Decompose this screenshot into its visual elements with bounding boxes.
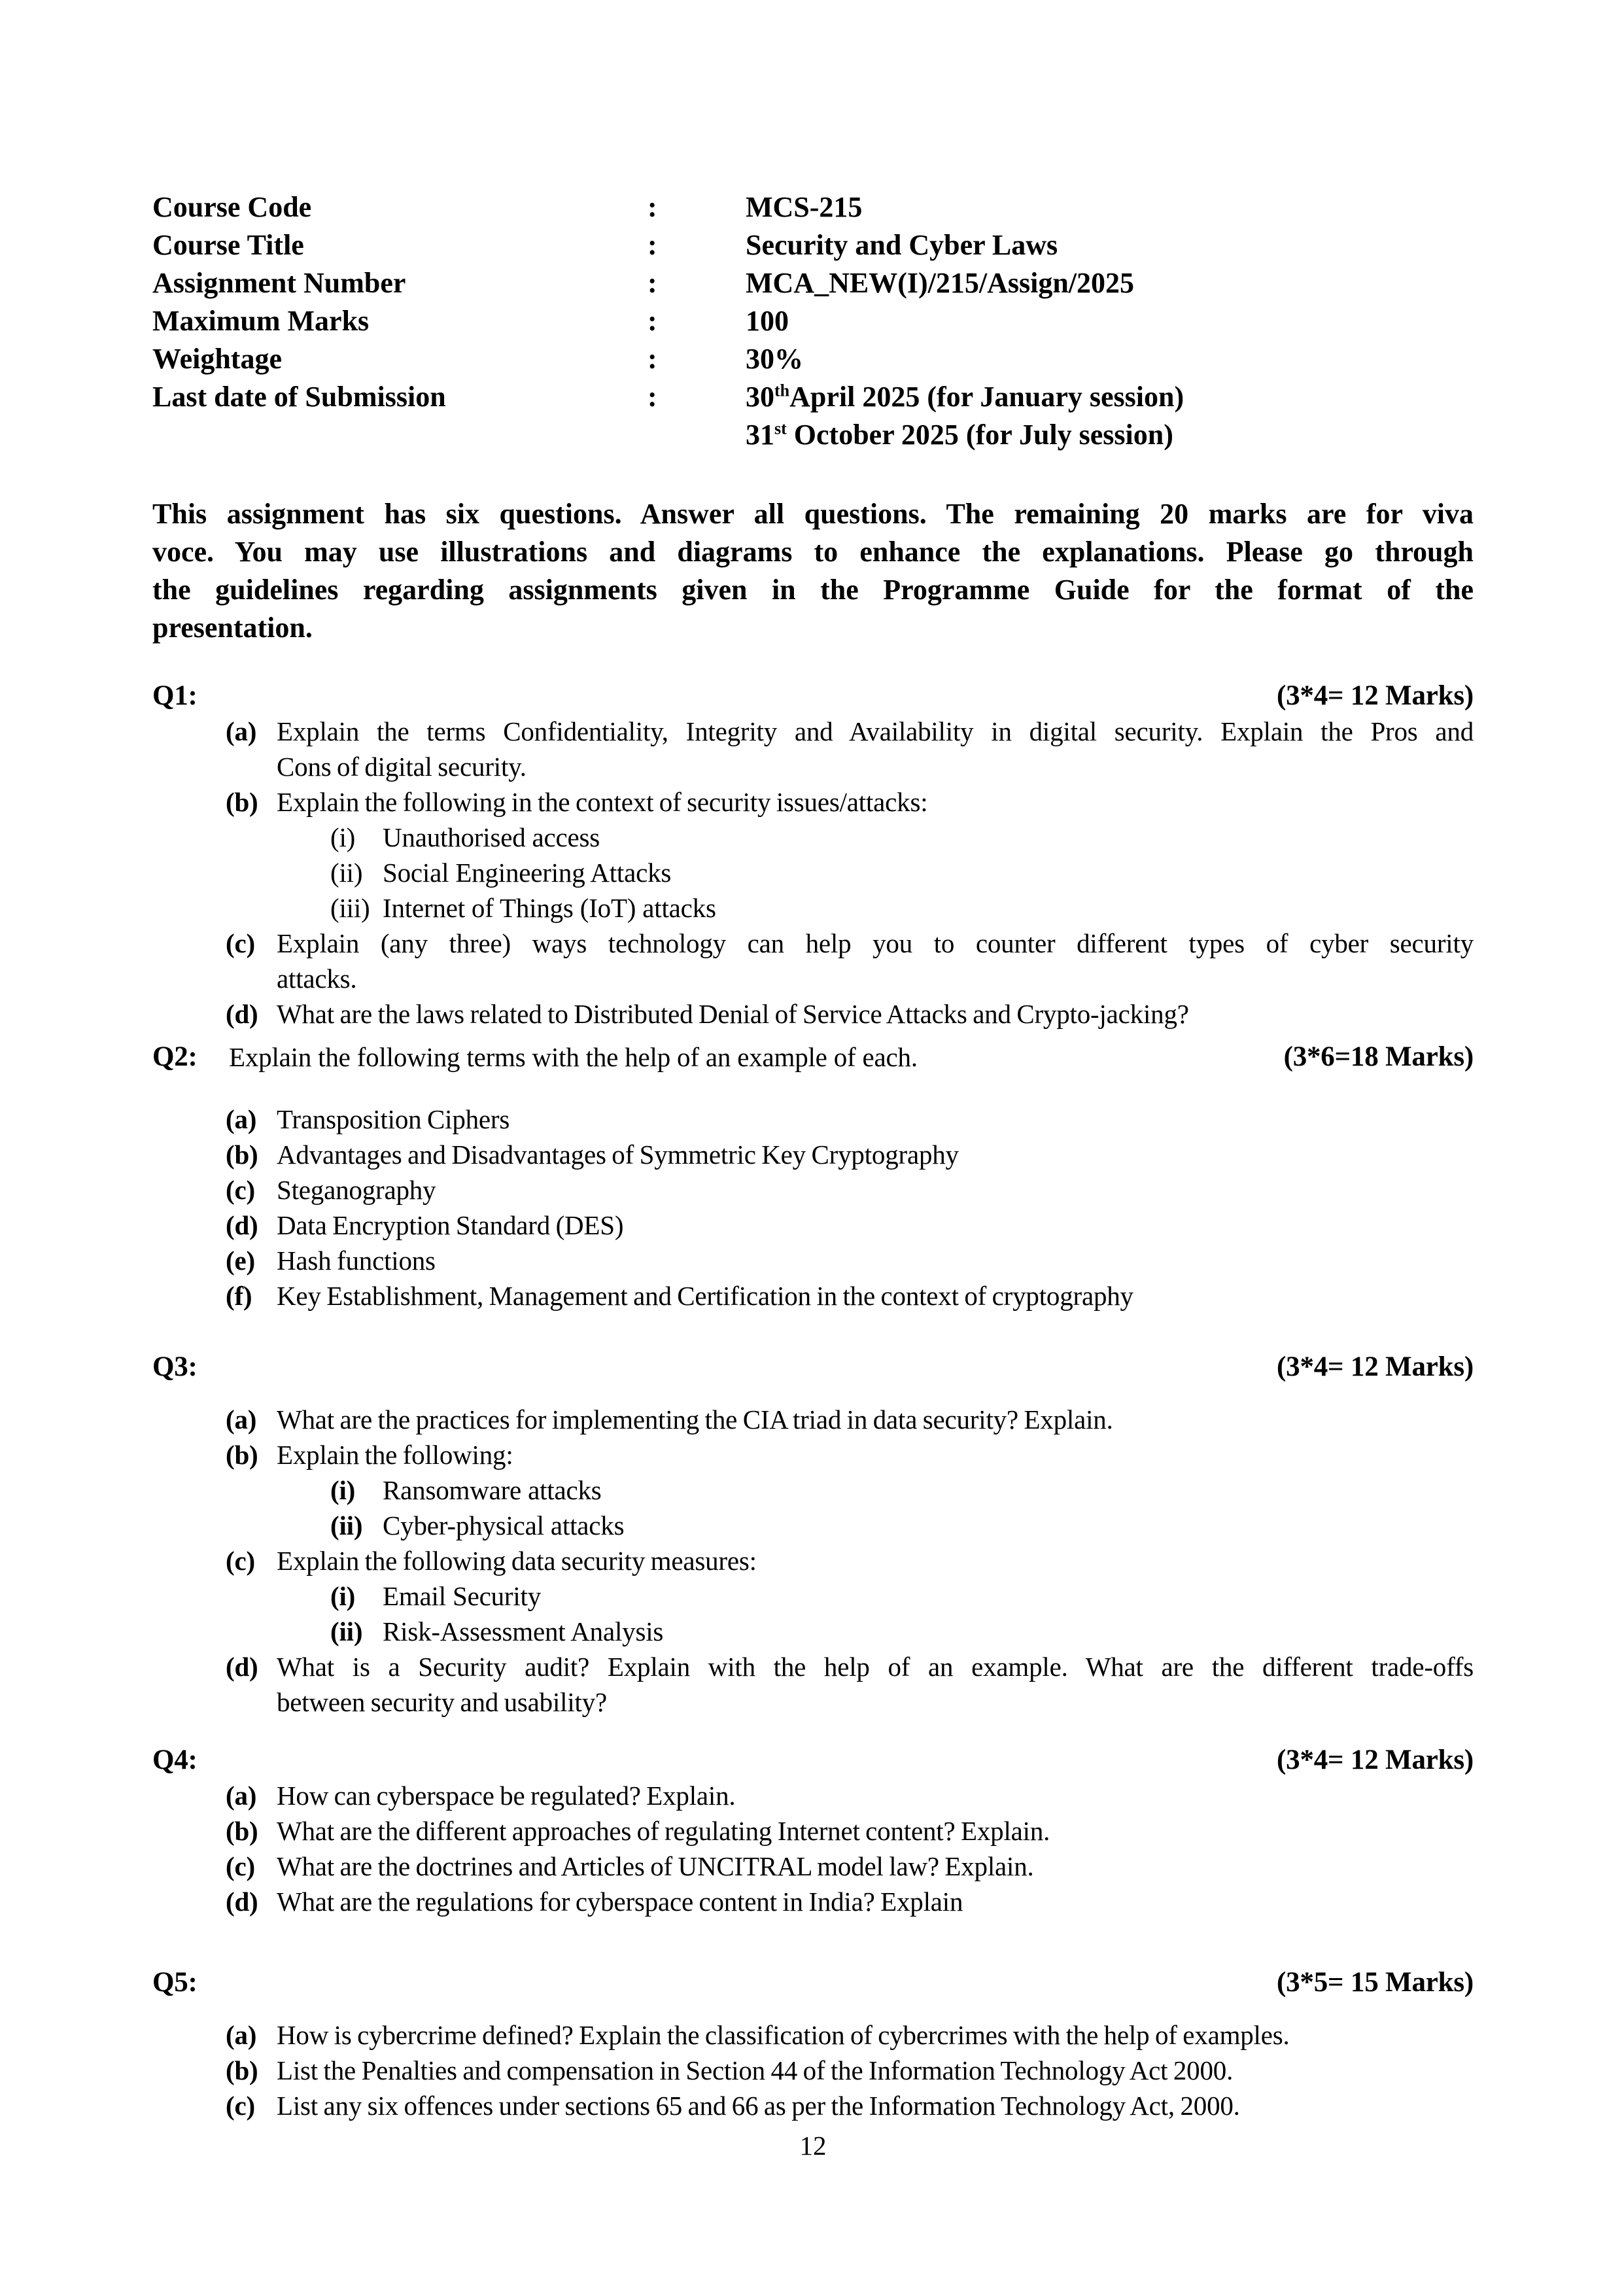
question-5 [152, 1965, 1474, 2123]
item-text: Explain the following in the context of security issues/attacks: [277, 787, 928, 817]
question-5-header [152, 1965, 1474, 2000]
colon-separator: : [648, 191, 657, 223]
submission-date-label: Last date of Submission [152, 381, 446, 413]
sub-item-text: Ransomware attacks [383, 1475, 602, 1505]
item-label: (d) [226, 1652, 258, 1682]
ordinal-suffix: st [774, 419, 787, 438]
instructions-line: the guidelines regarding assignments given in the Programme Guide for the format of the [152, 574, 1474, 606]
course-code-value: MCS-215 [746, 191, 863, 223]
item-text: between security and usability? [277, 1687, 608, 1717]
sub-item-label: (i) [330, 822, 356, 852]
sub-item-text: Internet of Things (IoT) attacks [383, 893, 716, 923]
list-item [152, 1813, 1474, 1849]
list-item [152, 714, 1474, 784]
question-4-items [152, 1778, 1474, 1919]
list-item [152, 1102, 1474, 1137]
item-text: Cons of digital security. [277, 752, 527, 782]
list-item [152, 1778, 1474, 1813]
meta-row-weightage [152, 340, 1474, 378]
assignment-number-label: Assignment Number [152, 267, 406, 299]
question-number: Q2: [152, 1041, 198, 1072]
item-text: Transposition Ciphers [277, 1104, 510, 1134]
question-5-items [152, 2017, 1474, 2123]
question-number: Q5: [152, 1967, 198, 1998]
instructions-line: voce. You may use illustrations and diagrams to enhance the explanations. Please go through [152, 536, 1474, 568]
sub-list-item [152, 1578, 1474, 1614]
list-item [152, 2088, 1474, 2123]
colon-separator: : [648, 343, 657, 375]
sub-list-item [152, 890, 1474, 926]
question-1-header [152, 678, 1474, 714]
maximum-marks-value: 100 [746, 305, 789, 337]
question-marks: (3*6=18 Marks) [1283, 1041, 1474, 1072]
weightage-label: Weightage [152, 343, 282, 375]
list-item [152, 926, 1474, 996]
item-label: (a) [226, 716, 257, 746]
question-4 [152, 1743, 1474, 1919]
list-item [152, 1884, 1474, 1919]
instructions-line: presentation. [152, 612, 313, 644]
question-3-header [152, 1349, 1474, 1385]
sub-list-item [152, 855, 1474, 890]
item-text: What are the doctrines and Articles of UNCITRAL model law? Explain. [277, 1851, 1034, 1881]
sub-item-label: (ii) [330, 1616, 363, 1646]
list-item [152, 1172, 1474, 1208]
item-label: (c) [226, 1175, 255, 1205]
item-text: Hash functions [277, 1245, 436, 1276]
item-label: (b) [226, 2055, 258, 2085]
item-label: (f) [226, 1281, 252, 1311]
list-item [152, 2017, 1474, 2053]
question-1-items [152, 714, 1474, 1032]
question-1 [152, 678, 1474, 1032]
item-text: What are the regulations for cyberspace content in India? Explain [277, 1887, 963, 1917]
question-marks: (3*5= 15 Marks) [1277, 1967, 1474, 1998]
sub-item-text: Social Engineering Attacks [383, 858, 672, 888]
item-text: Key Establishment, Management and Certification in the context of cryptography [277, 1281, 1133, 1311]
meta-row-assignment-number [152, 264, 1474, 302]
list-item [152, 784, 1474, 820]
item-text: What are the laws related to Distributed Denial of Service Attacks and Crypto-jacking? [277, 999, 1189, 1029]
item-text: List any six offences under sections 65 and 66 as per the Information Technology Act, 2000. [277, 2091, 1240, 2121]
weightage-value: 30% [746, 343, 803, 375]
submission-date-july [746, 416, 1474, 454]
colon-separator: : [648, 267, 657, 299]
sub-item-label: (i) [330, 1581, 356, 1611]
item-label: (a) [226, 1781, 257, 1811]
question-marks: (3*4= 12 Marks) [1277, 1745, 1474, 1775]
item-label: (d) [226, 999, 258, 1029]
item-text: Explain (any three) ways technology can help you to counter different types of cyber security [277, 928, 1474, 958]
meta-row-maximum-marks [152, 302, 1474, 340]
sub-item-text: Unauthorised access [383, 822, 600, 852]
item-text: What is a Security audit? Explain with the help of an example. What are the different trade-offs [277, 1652, 1474, 1682]
item-label: (b) [226, 1440, 258, 1470]
list-item [152, 1243, 1474, 1278]
question-3 [152, 1349, 1474, 1720]
date-day: 31 [746, 419, 774, 451]
meta-row-course-code [152, 188, 1474, 226]
instructions-line: This assignment has six questions. Answer all questions. The remaining 20 marks are for viva [152, 498, 1474, 530]
course-meta-block [152, 188, 1474, 454]
date-rest: April 2025 (for January session) [789, 381, 1184, 413]
item-text: What are the practices for implementing the CIA triad in data security? Explain. [277, 1404, 1113, 1435]
item-text: Advantages and Disadvantages of Symmetric Key Cryptography [277, 1139, 959, 1170]
question-number: Q4: [152, 1745, 198, 1775]
sub-list-item [152, 1472, 1474, 1508]
colon-separator: : [648, 229, 657, 261]
list-item [152, 1278, 1474, 1313]
question-3-items [152, 1402, 1474, 1720]
list-item [152, 1208, 1474, 1243]
item-label: (c) [226, 2091, 255, 2121]
item-label: (d) [226, 1210, 258, 1240]
sub-item-text: Risk-Assessment Analysis [383, 1616, 664, 1646]
item-label: (b) [226, 787, 258, 817]
item-text: Explain the following: [277, 1440, 513, 1470]
meta-row-submission-date [152, 378, 1474, 416]
sub-item-label: (ii) [330, 1510, 363, 1540]
sub-list-item [152, 1614, 1474, 1649]
meta-row-course-title [152, 226, 1474, 264]
question-4-header [152, 1743, 1474, 1778]
item-label: (d) [226, 1887, 258, 1917]
date-day: 30 [746, 381, 774, 413]
question-marks: (3*4= 12 Marks) [1277, 680, 1474, 711]
item-text: How can cyberspace be regulated? Explain. [277, 1781, 736, 1811]
item-text: What are the different approaches of regulating Internet content? Explain. [277, 1816, 1050, 1846]
item-label: (c) [226, 1546, 255, 1576]
question-text: Explain the following terms with the help of an example of each. [229, 1042, 918, 1072]
item-text: Data Encryption Standard (DES) [277, 1210, 624, 1240]
sub-item-label: (i) [330, 1475, 356, 1505]
course-title-label: Course Title [152, 229, 304, 261]
assignment-instructions [152, 495, 1474, 647]
list-item [152, 1849, 1474, 1884]
item-label: (c) [226, 928, 255, 958]
submission-date-january [746, 378, 1474, 416]
list-item [152, 996, 1474, 1032]
item-label: (c) [226, 1851, 255, 1881]
question-marks: (3*4= 12 Marks) [1277, 1351, 1474, 1382]
item-text: List the Penalties and compensation in Section 44 of the Information Technology Act 2000. [277, 2055, 1234, 2085]
sub-item-label: (ii) [330, 858, 363, 888]
question-2 [152, 1039, 1474, 1313]
item-label: (a) [226, 1104, 257, 1134]
item-label: (a) [226, 1404, 257, 1435]
colon-separator: : [648, 305, 657, 337]
item-label: (e) [226, 1245, 255, 1276]
question-number: Q1: [152, 680, 198, 711]
colon-separator: : [648, 381, 657, 413]
item-label: (b) [226, 1139, 258, 1170]
list-item [152, 1437, 1474, 1472]
question-2-header [152, 1039, 1474, 1075]
list-item [152, 2053, 1474, 2088]
meta-row-submission-date-july [152, 416, 1474, 454]
item-text: attacks. [277, 964, 357, 994]
page-number: 12 [799, 2131, 827, 2161]
maximum-marks-label: Maximum Marks [152, 305, 370, 337]
sub-item-label: (iii) [330, 893, 370, 923]
list-item [152, 1543, 1474, 1578]
list-item [152, 1649, 1474, 1720]
sub-list-item [152, 1508, 1474, 1543]
item-text: Explain the following data security measures: [277, 1546, 757, 1576]
course-code-label: Course Code [152, 191, 312, 223]
item-text: Steganography [277, 1175, 436, 1205]
ordinal-suffix: th [774, 381, 790, 400]
question-2-items [152, 1102, 1474, 1313]
list-item [152, 1402, 1474, 1437]
question-number: Q3: [152, 1351, 198, 1382]
list-item [152, 1137, 1474, 1172]
item-text: How is cybercrime defined? Explain the classification of cybercrimes with the help of examples. [277, 2020, 1290, 2050]
item-text: Explain the terms Confidentiality, Integrity and Availability in digital security. Explain the Pros and [277, 716, 1474, 746]
assignment-number-value: MCA_NEW(I)/215/Assign/2025 [746, 267, 1135, 299]
sub-item-text: Cyber-physical attacks [383, 1510, 625, 1540]
date-rest: October 2025 (for July session) [786, 419, 1173, 451]
sub-item-text: Email Security [383, 1581, 541, 1611]
sub-list-item [152, 820, 1474, 855]
item-label: (b) [226, 1816, 258, 1846]
item-label: (a) [226, 2020, 257, 2050]
course-title-value: Security and Cyber Laws [746, 229, 1058, 261]
